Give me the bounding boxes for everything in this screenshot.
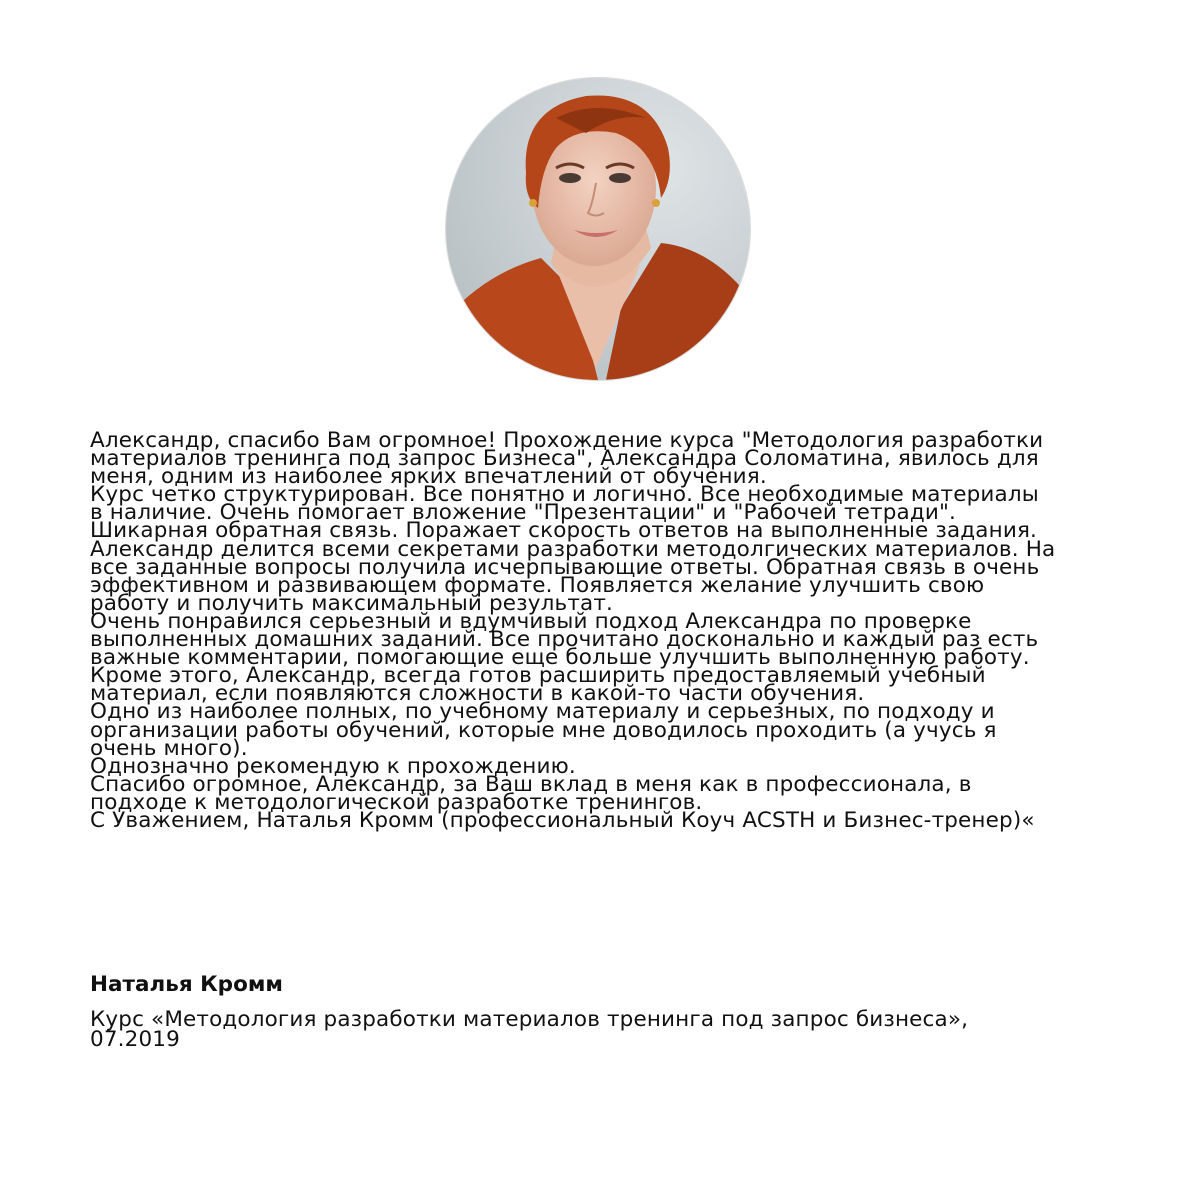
testimonial-paragraph: Александр, спасибо Вам огромное! Прохождение курса "Методология разработки материалов тренинга под запрос Бизнеса", Александра Соломатина, явилось для меня, одним из наиболее ярких впечатлений от обучения.: [90, 428, 1044, 490]
author-name: Наталья Кромм: [90, 972, 283, 997]
testimonial-paragraph: Кроме этого, Александр, всегда готов расширить предоставляемый учебный материал, если появляются сложности в какой-то части обучения.: [90, 663, 986, 707]
testimonial-paragraph: Однозначно рекомендую к прохождению.: [90, 753, 576, 779]
testimonial-paragraph: Спасибо огромное, Александр, за Ваш вклад в меня как в профессионала, в подходе к методологической разработке тренингов.: [90, 771, 972, 815]
testimonial-text: [90, 428, 1120, 833]
author-photo: [446, 78, 750, 380]
testimonial-paragraph: Курс четко структурирован. Все понятно и логично. Все необходимые материалы в наличие. Очень помогает вложение "Презентации" и "Рабочей тетради".: [90, 482, 1039, 526]
testimonial-paragraph: Одно из наиболее полных, по учебному материалу и серьезных, по подходу и организации работы обучений, которые мне доводилось проходить (а учусь я очень много).: [90, 699, 997, 761]
testimonial-paragraph: Шикарная обратная связь. Поражает скорость ответов на выполненные задания.: [90, 518, 1038, 544]
testimonial-paragraph: С Уважением, Наталья Кромм (профессиональный Коуч ACSTH и Бизнес-тренер)«: [90, 807, 1035, 833]
testimonial-paragraph: Очень понравился серьезный и вдумчивый подход Александра по проверке выполненных домашних заданий. Все прочитано досконально и каждый раз есть важные комментарии, помогающие еще больше улучшить выполненную работу.: [90, 608, 1039, 671]
testimonial-paragraph: Александр делится всеми секретами разработки методолгических материалов. На все заданные вопросы получила исчерпывающие ответы. Обратная связь в очень эффективном и развивающем формате. Появляется желание улучшить свою работу и получить максимальный результат.: [90, 536, 1056, 616]
course-info: Курс «Методология разработки материалов тренинга под запрос бизнеса», 07.2019: [90, 1007, 969, 1052]
author-photo-image: [446, 78, 750, 380]
